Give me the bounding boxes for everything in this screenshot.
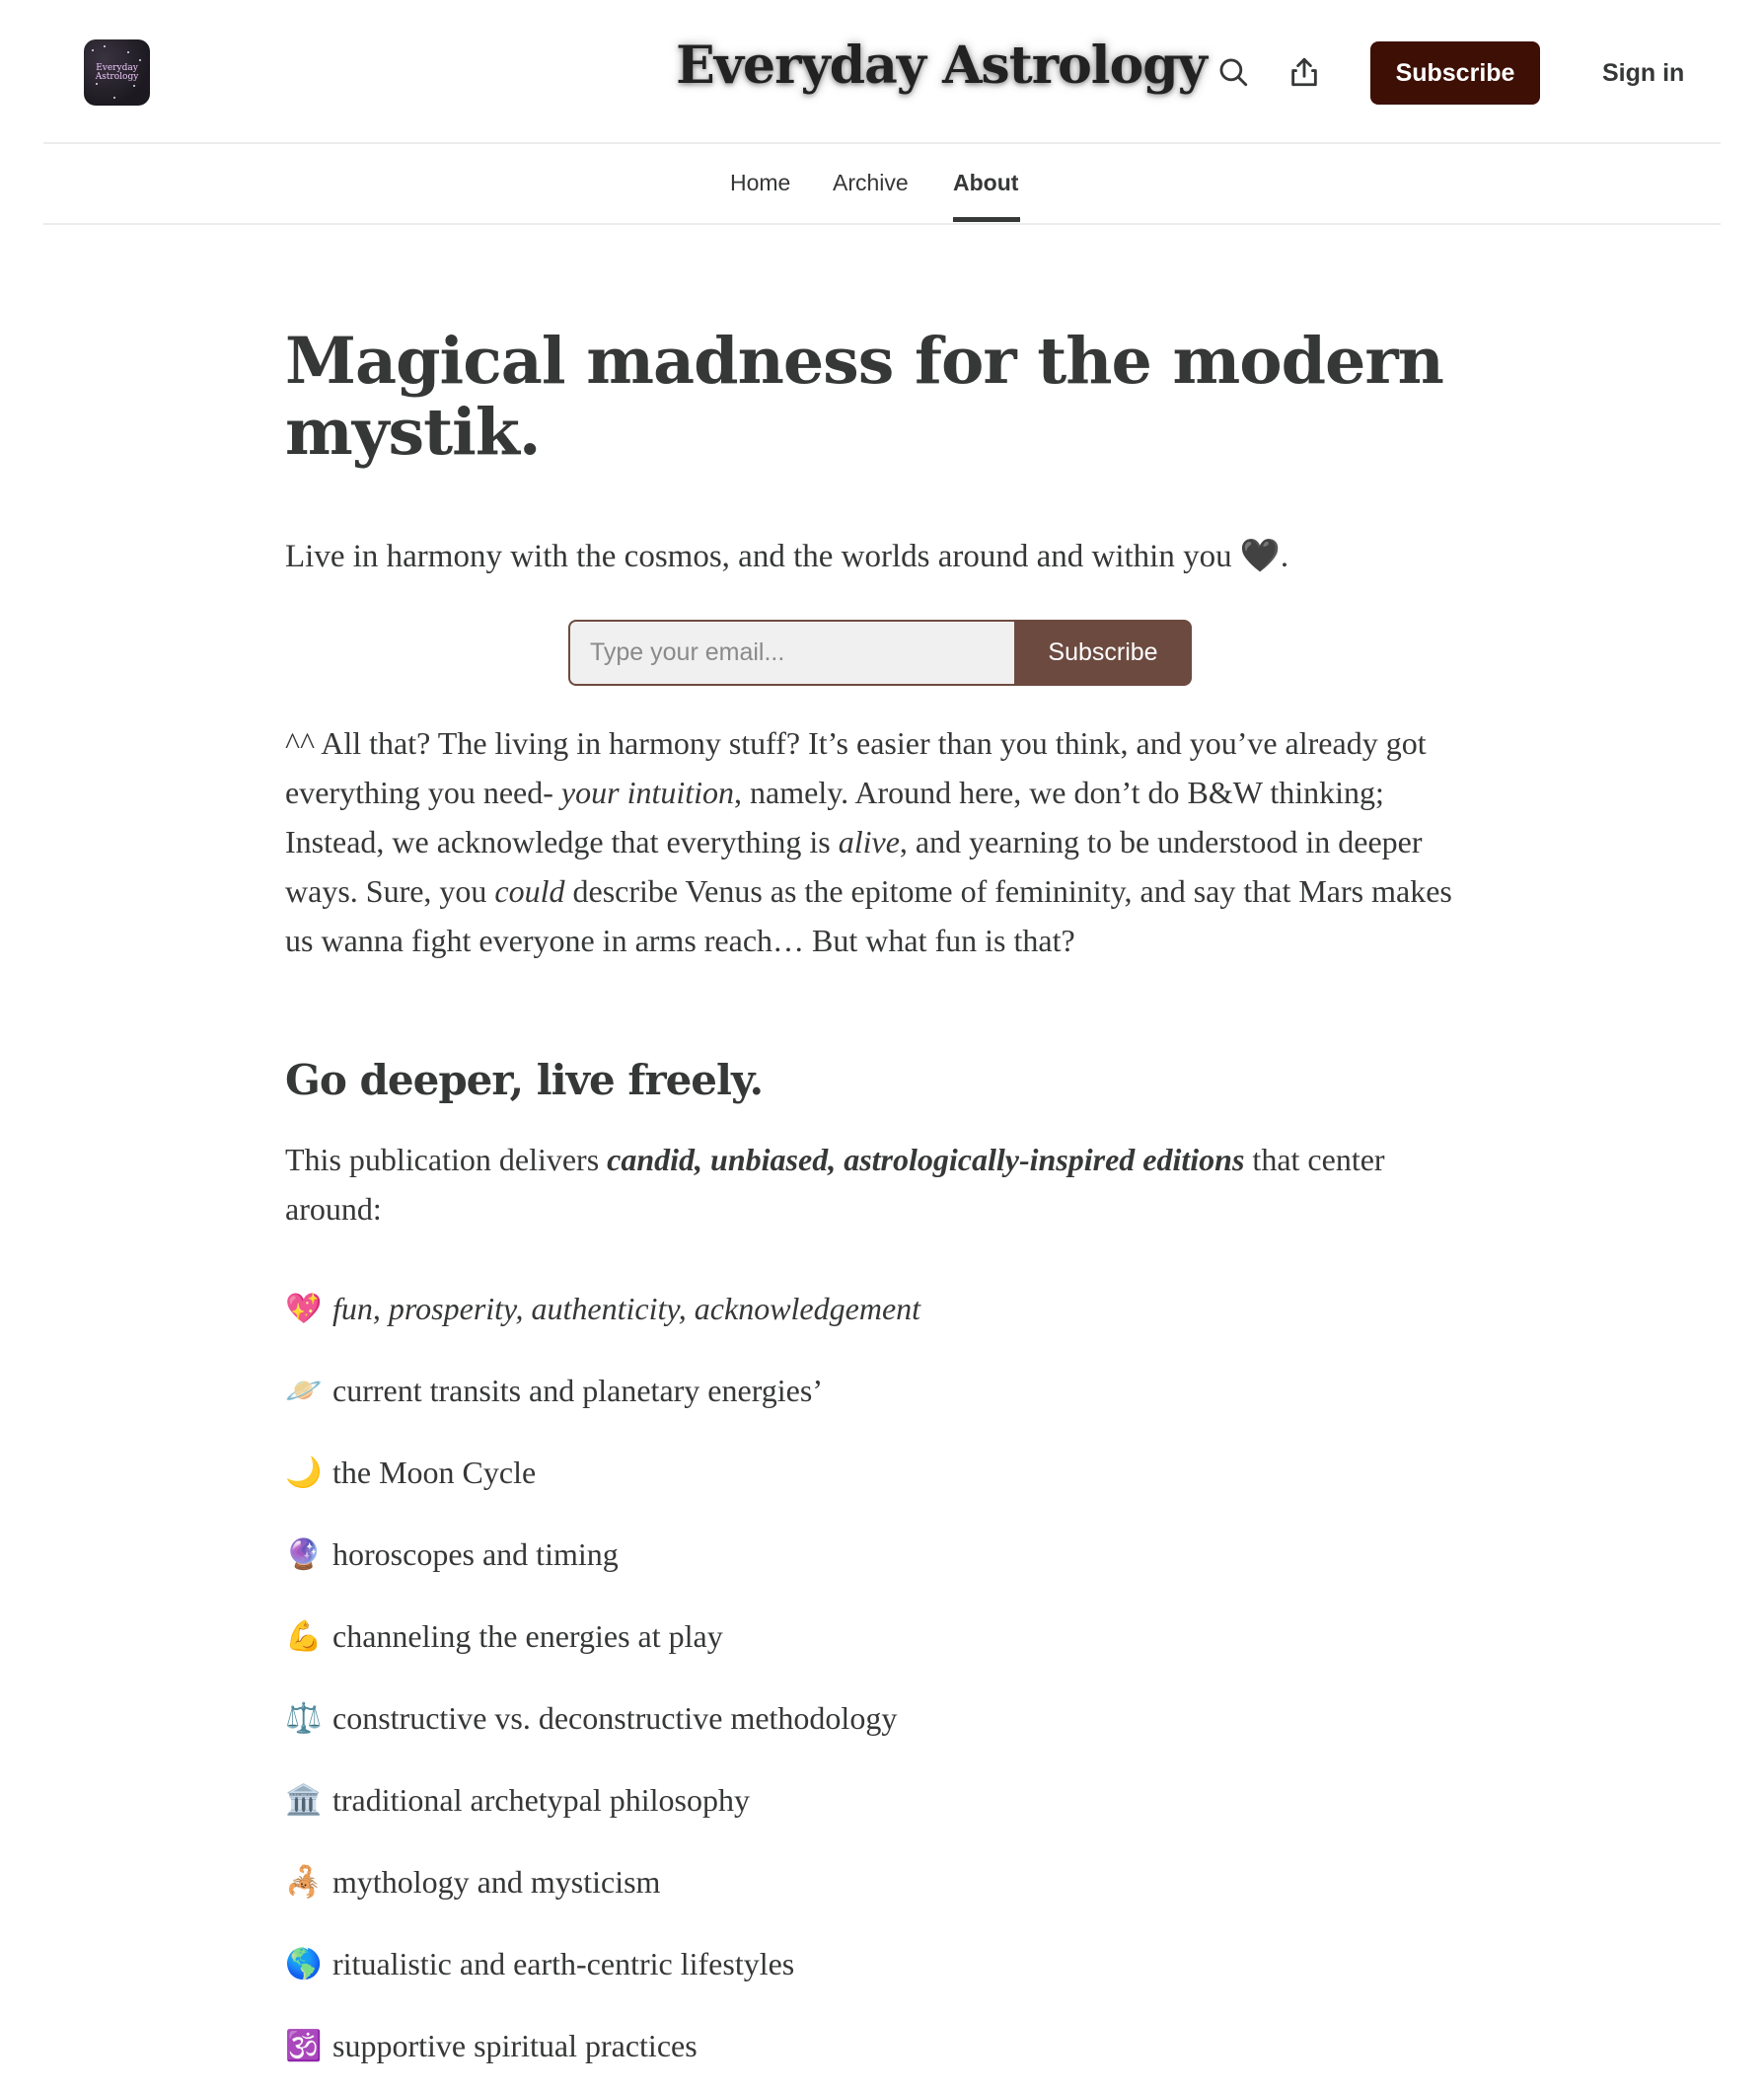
intro-paragraph	[285, 718, 1479, 965]
topic-text: constructive vs. deconstructive methodology	[332, 1700, 898, 1736]
nav-tab-about[interactable]: About	[953, 170, 1019, 195]
sparkling-heart-icon: 💖	[285, 1292, 323, 1325]
logo-text-line-1: Everyday	[96, 63, 138, 73]
form-subscribe-button[interactable]: Subscribe	[1014, 620, 1192, 686]
email-input[interactable]	[568, 620, 1014, 686]
about-content	[285, 324, 1479, 2063]
topic-list-item	[285, 1514, 1479, 1596]
intro-text-segment: alive	[838, 824, 900, 859]
site-title[interactable]: Everyday Astrology	[676, 36, 1207, 96]
share-icon	[1287, 55, 1321, 89]
topic-text: the Moon Cycle	[332, 1455, 537, 1490]
balance-scale-icon: ⚖️	[285, 1701, 323, 1735]
page-title: Magical madness for the modern mystik.	[285, 324, 1443, 470]
topic-list-item	[285, 1841, 1479, 1923]
tagline: Live in harmony with the cosmos, and the worlds around and within you 🖤.	[285, 539, 1289, 574]
topic-list-item	[285, 1596, 1479, 1678]
topic-list-item	[285, 1678, 1479, 1759]
globe-americas-icon: 🌎	[285, 1947, 323, 1980]
subscribe-form	[568, 620, 1192, 686]
topic-text: supportive spiritual practices	[332, 2028, 698, 2063]
publication-nav	[43, 146, 1721, 225]
description-text-segment: that center around:	[285, 1142, 1385, 1227]
intro-text-segment: describe Venus as the epitome of femininity, and say that Mars makes us wanna fight everyone in arms reach… But what fun is that?	[285, 873, 1452, 958]
nav-tab-home[interactable]: Home	[730, 170, 791, 195]
intro-text-segment: could	[494, 873, 565, 909]
publication-description	[285, 1135, 1479, 1233]
sign-in-link[interactable]: Sign in	[1602, 59, 1685, 87]
classical-building-icon: 🏛️	[285, 1783, 323, 1817]
topic-text: mythology and mysticism	[332, 1864, 661, 1900]
topic-list-item	[285, 1759, 1479, 1841]
crystal-ball-icon: 🔮	[285, 1537, 323, 1571]
description-text-segment: This publication delivers	[285, 1142, 608, 1177]
intro-text-segment: , namely. Around here, we don’t do B&W thinking; Instead, we acknowledge that everything is	[285, 775, 1384, 859]
topic-list-item	[285, 2005, 1479, 2087]
topic-list-item	[285, 1350, 1479, 1432]
topic-list-item	[285, 1432, 1479, 1514]
intro-text-segment: your intuition	[560, 775, 735, 810]
publication-logo[interactable]	[84, 39, 150, 106]
topic-text: traditional archetypal philosophy	[332, 1782, 750, 1818]
topic-text: fun, prosperity, authenticity, acknowledgement	[332, 1291, 921, 1326]
topic-list	[285, 1268, 1479, 2087]
nav-tab-archive[interactable]: Archive	[833, 170, 909, 195]
topic-text: ritualistic and earth-centric lifestyles	[332, 1946, 795, 1981]
intro-text-segment: ^^ All that? The living in harmony stuff? It’s easier than you think, and you’ve already got everything you need-	[285, 725, 1427, 810]
om-icon: 🕉️	[285, 2029, 323, 2062]
header-subscribe-button[interactable]: Subscribe	[1370, 41, 1540, 105]
topic-list-item	[285, 1268, 1479, 1350]
crescent-moon-icon: 🌙	[285, 1456, 323, 1489]
section-heading: Go deeper, live freely.	[285, 1056, 764, 1104]
scorpion-icon: 🦂	[285, 1865, 323, 1899]
site-header	[43, 0, 1721, 144]
flexed-biceps-icon: 💪	[285, 1619, 323, 1653]
search-button[interactable]	[1213, 52, 1253, 92]
ringed-planet-icon: 🪐	[285, 1374, 323, 1407]
description-text-segment: candid, unbiased, astrologically-inspired editions	[607, 1142, 1245, 1177]
topic-text: current transits and planetary energies’	[332, 1373, 823, 1408]
share-button[interactable]	[1285, 52, 1324, 92]
intro-text-segment: , and yearning to be understood in deeper ways. Sure, you	[285, 824, 1423, 909]
topic-text: channeling the energies at play	[332, 1618, 723, 1654]
topic-text: horoscopes and timing	[332, 1536, 619, 1572]
logo-text-line-2: Astrology	[95, 72, 139, 82]
search-icon	[1216, 55, 1250, 89]
active-tab-indicator	[953, 217, 1020, 222]
topic-list-item	[285, 1923, 1479, 2005]
